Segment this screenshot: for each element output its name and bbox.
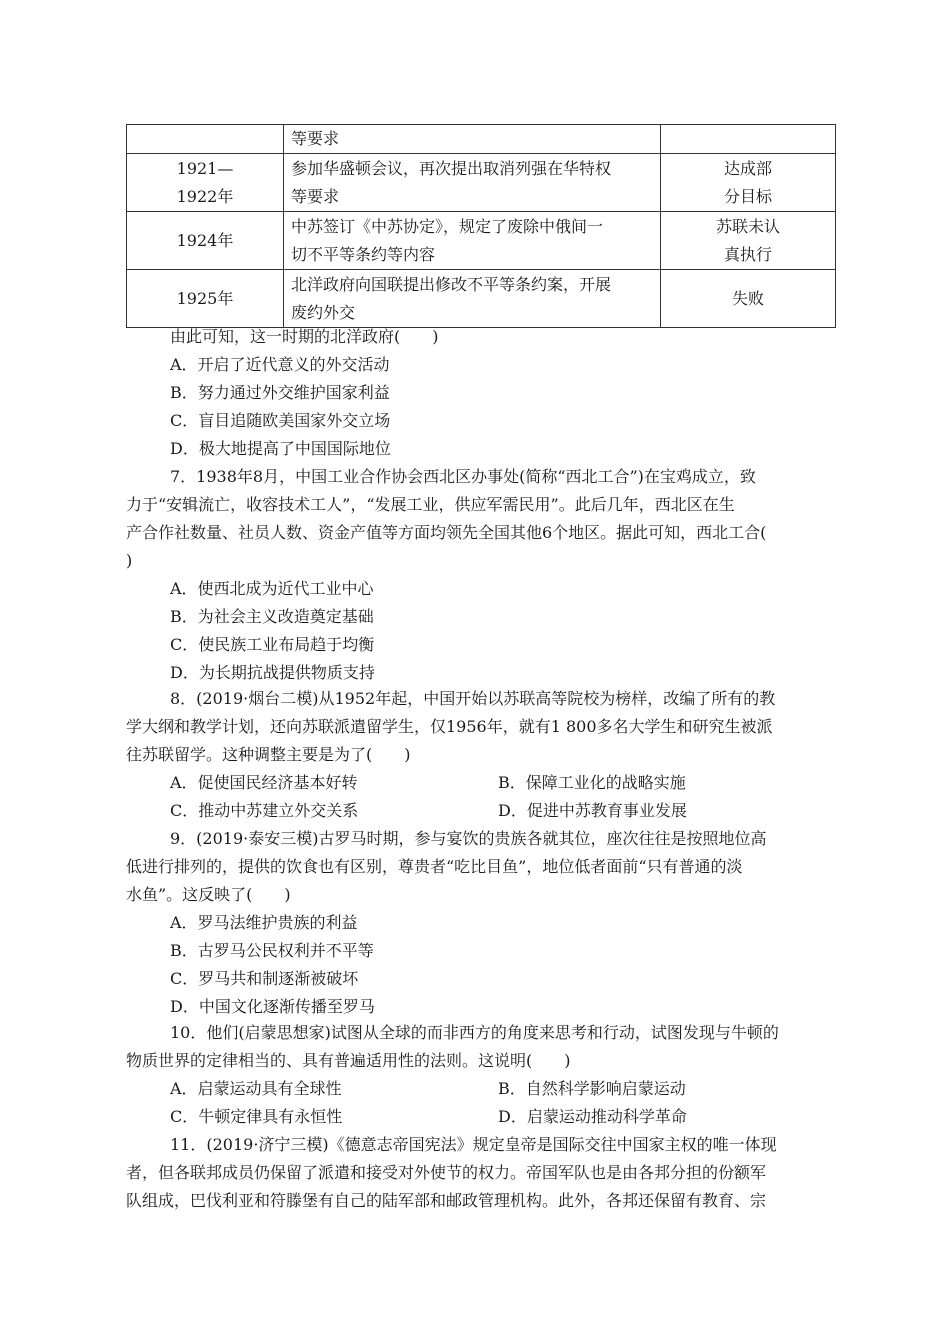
result-cell: 苏联未认 真执行 [661, 212, 836, 270]
question-stem: 8．(2019·烟台二模)从1952年起，中国开始以苏联高等院校为榜样，改编了所有的教 [170, 689, 776, 708]
question-stem-line: 者，但各联邦成员仍保留了派遣和接受对外使节的权力。帝国军队也是由各邦分担的份额军 [126, 1163, 767, 1182]
question-11 [126, 1131, 826, 1215]
year-cell: 1924年 [127, 212, 284, 270]
option-c[interactable]: C．使民族工业布局趋于均衡 [170, 635, 375, 654]
table-row [127, 270, 836, 328]
question-6 [126, 323, 826, 463]
option-c[interactable]: C．盲目追随欧美国家外交立场 [170, 411, 391, 430]
question-stem: 7．1938年8月，中国工业合作协会西北区办事处(简称“西北工合”)在宝鸡成立，致 [170, 467, 756, 486]
question-9 [126, 825, 826, 1021]
year-cell [127, 125, 284, 154]
option-b[interactable]: B．努力通过外交维护国家利益 [170, 383, 390, 402]
question-8 [126, 685, 826, 825]
event-cell: 中苏签订《中苏协定》，规定了废除中俄间一 切不平等条约等内容 [284, 212, 661, 270]
year-cell: 1921— 1922年 [127, 154, 284, 212]
option-d[interactable]: D．为长期抗战提供物质支持 [170, 663, 375, 682]
option-a[interactable]: A．启蒙运动具有全球性 [170, 1079, 342, 1098]
event-cell: 参加华盛顿会议，再次提出取消列强在华特权 等要求 [284, 154, 661, 212]
question-stem-line: 物质世界的定律相当的、具有普遍适用性的法则。这说明( ) [126, 1051, 571, 1070]
question-7 [126, 463, 826, 687]
option-b[interactable]: B．古罗马公民权利并不平等 [170, 941, 374, 960]
result-cell [661, 125, 836, 154]
option-d[interactable]: D．促进中苏教育事业发展 [498, 801, 687, 820]
history-table [126, 124, 836, 328]
question-stem: 9．(2019·泰安三模)古罗马时期，参与宴饮的贵族各就其位，座次往往是按照地位高 [170, 829, 767, 848]
question-10 [126, 1019, 826, 1131]
question-stem-line: 水鱼”。这反映了( ) [126, 885, 291, 904]
question-stem-line: 产合作社数量、社员人数、资金产值等方面均领先全国其他6个地区。据此可知，西北工合( [126, 523, 767, 542]
table-row [127, 125, 836, 154]
option-c[interactable]: C．牛顿定律具有永恒性 [170, 1107, 343, 1126]
option-a[interactable]: A．开启了近代意义的外交活动 [170, 355, 390, 374]
question-stem-line: 学大纲和教学计划，还向苏联派遣留学生，仅1956年，就有1 800多名大学生和研究生被派 [126, 717, 773, 736]
event-cell: 北洋政府向国联提出修改不平等条约案，开展 废约外交 [284, 270, 661, 328]
question-stem-line: 低进行排列的，提供的饮食也有区别，尊贵者“吃比目鱼”，地位低者面前“只有普通的淡 [126, 857, 743, 876]
option-b[interactable]: B．为社会主义改造奠定基础 [170, 607, 374, 626]
option-a[interactable]: A．使西北成为近代工业中心 [170, 579, 374, 598]
option-d[interactable]: D．中国文化逐渐传播至罗马 [170, 997, 375, 1016]
question-stem: 10．他们(启蒙思想家)试图从全球的而非西方的角度来思考和行动，试图发现与牛顿的 [170, 1023, 779, 1042]
option-c[interactable]: C．推动中苏建立外交关系 [170, 801, 359, 820]
question-stem-line: ) [126, 551, 133, 570]
option-b[interactable]: B．保障工业化的战略实施 [498, 773, 686, 792]
table-row [127, 154, 836, 212]
option-b[interactable]: B．自然科学影响启蒙运动 [498, 1079, 686, 1098]
table-row [127, 212, 836, 270]
option-c[interactable]: C．罗马共和制逐渐被破坏 [170, 969, 359, 988]
option-a[interactable]: A．罗马法维护贵族的利益 [170, 913, 358, 932]
question-stem: 11．(2019·济宁三模)《德意志帝国宪法》规定皇帝是国际交往中国家主权的唯一体现 [170, 1135, 777, 1154]
option-a[interactable]: A．促使国民经济基本好转 [170, 773, 358, 792]
result-cell: 达成部 分目标 [661, 154, 836, 212]
question-stem-line: 往苏联留学。这种调整主要是为了( ) [126, 745, 411, 764]
question-stem-line: 力于“安辑流亡，收容技术工人”，“发展工业，供应军需民用”。此后几年，西北区在生 [126, 495, 735, 514]
option-d[interactable]: D．极大地提高了中国国际地位 [170, 439, 391, 458]
event-cell: 等要求 [284, 125, 661, 154]
question-stem-line: 队组成，巴伐利亚和符滕堡有自己的陆军部和邮政管理机构。此外，各邦还保留有教育、宗 [126, 1191, 767, 1210]
result-cell: 失败 [661, 270, 836, 328]
question-stem: 由此可知，这一时期的北洋政府( ) [170, 327, 439, 346]
year-cell: 1925年 [127, 270, 284, 328]
option-d[interactable]: D．启蒙运动推动科学革命 [498, 1107, 687, 1126]
